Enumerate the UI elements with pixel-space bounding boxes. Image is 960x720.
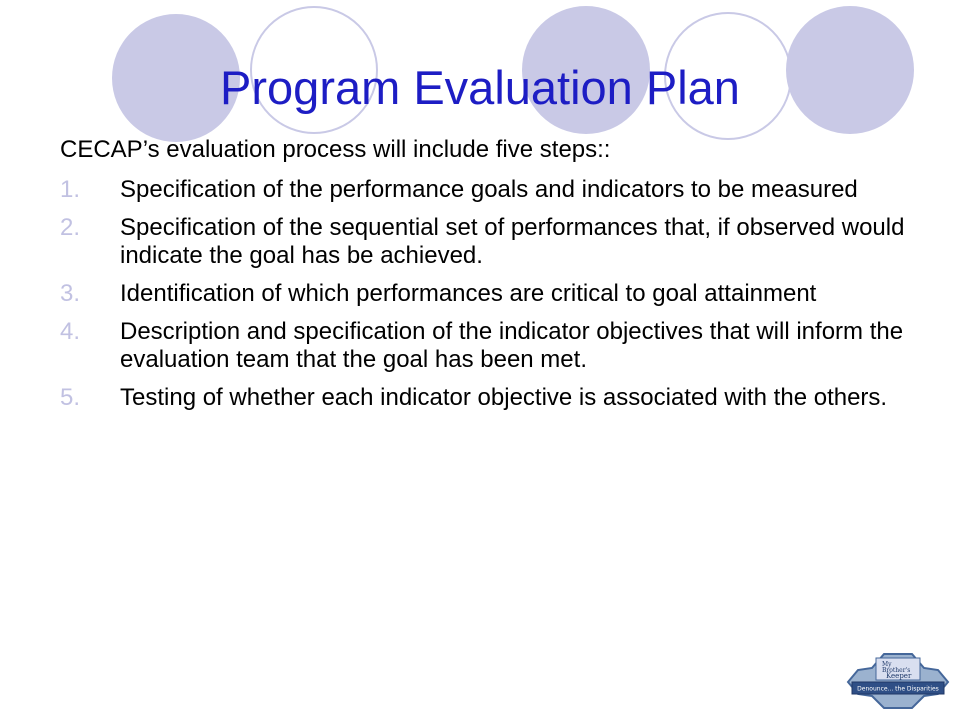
step-number: 4. xyxy=(60,318,81,345)
logo-line3: Keeper xyxy=(886,672,912,680)
brothers-keeper-logo-icon xyxy=(842,648,954,712)
step-text: Testing of whether each indicator objective is associated with the others. xyxy=(120,384,888,411)
logo-graphic xyxy=(842,648,954,712)
step-number: 2. xyxy=(60,214,81,241)
list-item xyxy=(60,384,920,412)
list-item xyxy=(60,176,920,204)
logo-line2: Brother's xyxy=(882,667,911,674)
step-number: 1. xyxy=(60,176,81,203)
step-text: Identification of which performances are critical to goal attainment xyxy=(120,280,817,307)
list-item xyxy=(60,214,920,270)
list-item xyxy=(60,318,920,374)
step-text: Specification of the sequential set of performances that, if observed would indicate the goal has be achieved. xyxy=(120,214,905,269)
list-item xyxy=(60,280,920,308)
step-number: 3. xyxy=(60,280,81,307)
step-text: Description and specification of the indicator objectives that will inform the evaluation team that the goal has been met. xyxy=(120,318,904,373)
steps-list xyxy=(60,176,920,412)
slide-title: Program Evaluation Plan xyxy=(220,61,740,114)
logo-line1: My xyxy=(882,661,892,668)
intro-text: CECAP’s evaluation process will include five steps:: xyxy=(60,136,611,163)
step-text: Specification of the performance goals and indicators to be measured xyxy=(120,176,858,203)
logo-banner: Denounce... the Disparities xyxy=(857,685,939,693)
step-number: 5. xyxy=(60,384,81,411)
